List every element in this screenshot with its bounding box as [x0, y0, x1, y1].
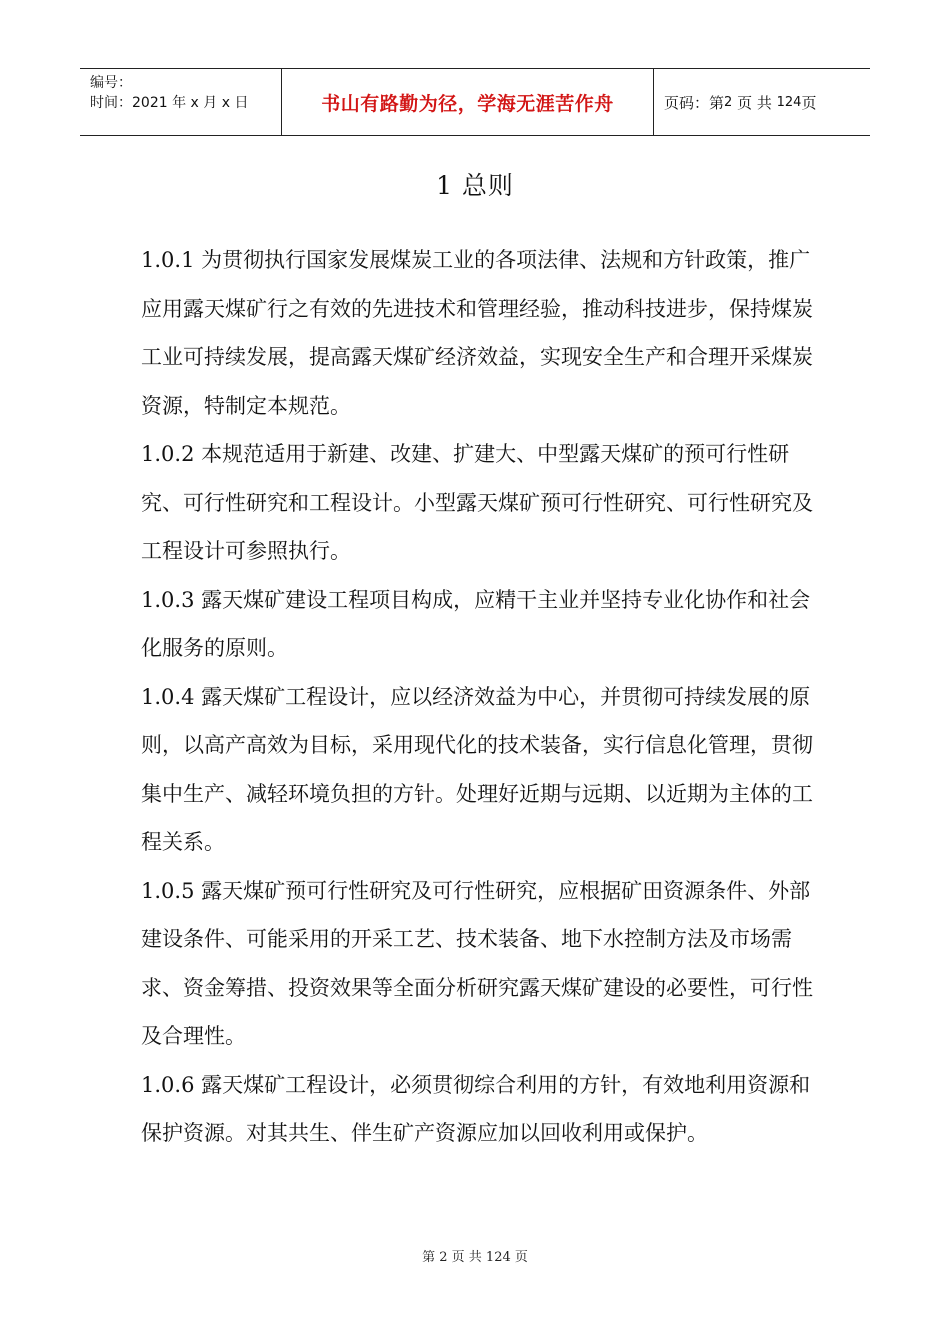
page-header: [80, 68, 870, 136]
header-meta-cell: [80, 69, 282, 135]
page-middle: 页 共: [737, 93, 772, 112]
document-body: [141, 236, 831, 1158]
section-title: 1 总则: [436, 171, 514, 200]
paragraph-1-0-1: 1.0.1 为贯彻执行国家发展煤炭工业的各项法律、法规和方针政策，推广应用露天煤矿行之有效的先进技术和管理经验，推动科技进步，保持煤炭工业可持续发展，提高露天煤矿经济效益，实现安全生产和合理开采煤炭资源，特制定本规范。: [141, 248, 813, 418]
paragraph-1-0-5: 1.0.5 露天煤矿预可行性研究及可行性研究，应根据矿田资源条件、外部建设条件、可能采用的开采工艺、技术装备、地下水控制方法及市场需求、资金筹措、投资效果等全面分析研究露天煤矿建设的必要性，可行性及合理性。: [141, 878, 813, 1048]
page-suffix: 页: [801, 93, 817, 112]
page-current: 2: [724, 94, 733, 110]
page-prefix: 页码：第: [664, 93, 725, 112]
paragraph-1-0-2: 1.0.2 本规范适用于新建、改建、扩建大、中型露天煤矿的预可行性研究、可行性研究和工程设计。小型露天煤矿预可行性研究、可行性研究及工程设计可参照执行。: [141, 442, 813, 563]
header-motto: 书山有路勤为径，学海无涯苦作舟: [282, 69, 654, 135]
paragraph-1-0-6: 1.0.6 露天煤矿工程设计，必须贯彻综合利用的方针，有效地利用资源和保护资源。对其共生、伴生矿产资源应加以回收利用或保护。: [141, 1072, 811, 1145]
document-number-label: 编号：: [90, 75, 132, 91]
paragraph-1-0-3: 1.0.3 露天煤矿建设工程项目构成，应精干主业并坚持专业化协作和社会化服务的原则。: [141, 587, 811, 660]
header-page-indicator: [654, 69, 870, 135]
document-time-label: 时间：2021 年 x 月 x 日: [90, 95, 249, 111]
page-total: 124: [776, 94, 802, 110]
paragraph-1-0-4: 1.0.4 露天煤矿工程设计，应以经济效益为中心，并贯彻可持续发展的原则，以高产高效为目标，采用现代化的技术装备，实行信息化管理，贯彻集中生产、减轻环境负担的方针。处理好近期与远期、以近期为主体的工程关系。: [141, 684, 813, 854]
page-footer: 第 2 页 共 124 页: [422, 1250, 528, 1265]
